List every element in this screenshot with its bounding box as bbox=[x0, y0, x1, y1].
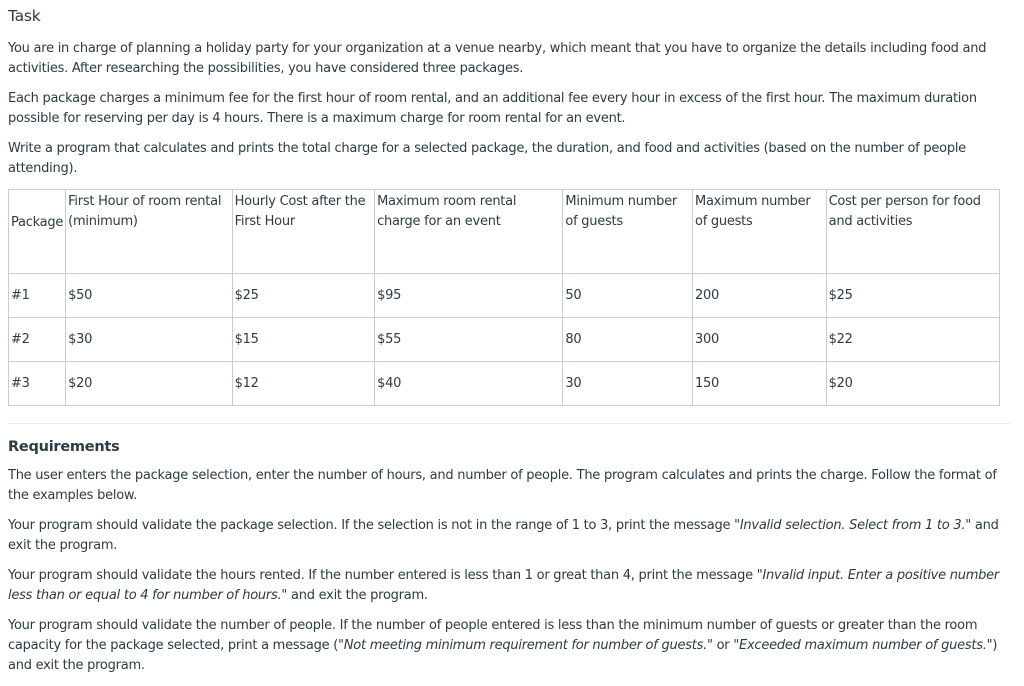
max-guests-message: Exceeded maximum number of guests. bbox=[739, 638, 987, 653]
cell-min-guests: 50 bbox=[563, 274, 693, 318]
header-cost-per-person: Cost per person for food and activities bbox=[826, 190, 999, 274]
requirements-hours-validation: Your program should validate the hours rented. If the number entered is less than 1 or great than 4, print the message "Invalid input. Enter a positive number less than or equal to 4 for number of hours." and exit the program. bbox=[8, 568, 999, 603]
requirements-package-validation: Your program should validate the package selection. If the selection is not in the range of 1 to 3, print the message "Invalid selection. Select from 1 to 3." and exit the program. bbox=[8, 518, 999, 553]
task-intro-paragraph: You are in charge of planning a holiday party for your organization at a venue nearby, which meant that you have to organize the details including food and activities. After researching the possibilities, you have considered three packages. bbox=[8, 41, 987, 76]
cell-max-rental: $40 bbox=[375, 362, 563, 406]
cell-max-guests: 150 bbox=[693, 362, 827, 406]
requirements-input-paragraph: The user enters the package selection, enter the number of hours, and number of people. The program calculates and prints the charge. Follow the format of the examples below. bbox=[8, 468, 997, 503]
header-hourly-cost: Hourly Cost after the First Hour bbox=[232, 190, 374, 274]
header-package: Package bbox=[9, 190, 66, 274]
invalid-selection-message: Invalid selection. Select from 1 to 3. bbox=[739, 518, 966, 533]
header-min-guests: Minimum number of guests bbox=[563, 190, 693, 274]
cell-max-rental: $95 bbox=[375, 274, 563, 318]
document bbox=[8, 6, 1010, 686]
task-heading: Task bbox=[8, 7, 41, 25]
cell-first-hour: $30 bbox=[66, 318, 232, 362]
task-pricing-paragraph: Each package charges a minimum fee for the first hour of room rental, and an additional fee every hour in excess of the first hour. The maximum duration possible for reserving per day is 4 hours. There is a maximum charge for room rental for an event. bbox=[8, 91, 977, 126]
cell-package: #1 bbox=[9, 274, 66, 318]
task-instruction-paragraph: Write a program that calculates and prints the total charge for a selected package, the duration, and food and activities (based on the number of people attending). bbox=[8, 141, 966, 176]
cell-first-hour: $50 bbox=[66, 274, 232, 318]
table-row bbox=[9, 274, 1000, 318]
requirements-people-validation: Your program should validate the number of people. If the number of people entered is less than the minimum number of guests or greater than the room capacity for the package selected, print a message ("Not meeting minimum requirement for number of guests." or "Exceeded maximum number of guests.") and exit the program. bbox=[8, 618, 998, 673]
invalid-hours-message: Invalid input. Enter a positive number less than or equal to 4 for number of hours. bbox=[8, 568, 999, 603]
requirements-section bbox=[8, 438, 1010, 676]
table-row bbox=[9, 362, 1000, 406]
section-divider bbox=[8, 423, 1010, 424]
packages-table bbox=[8, 189, 1000, 406]
cell-max-guests: 300 bbox=[693, 318, 827, 362]
cell-hourly-cost: $25 bbox=[232, 274, 374, 318]
cell-package: #3 bbox=[9, 362, 66, 406]
min-guests-message: Not meeting minimum requirement for number of guests. bbox=[343, 638, 707, 653]
cell-cost-per-person: $20 bbox=[826, 362, 999, 406]
cell-cost-per-person: $25 bbox=[826, 274, 999, 318]
table-header-row bbox=[9, 190, 1000, 274]
header-max-rental-charge: Maximum room rental charge for an event bbox=[375, 190, 563, 274]
cell-hourly-cost: $15 bbox=[232, 318, 374, 362]
cell-min-guests: 30 bbox=[563, 362, 693, 406]
cell-min-guests: 80 bbox=[563, 318, 693, 362]
cell-max-guests: 200 bbox=[693, 274, 827, 318]
header-first-hour: First Hour of room rental (minimum) bbox=[66, 190, 232, 274]
cell-package: #2 bbox=[9, 318, 66, 362]
header-max-guests: Maximum number of guests bbox=[693, 190, 827, 274]
cell-first-hour: $20 bbox=[66, 362, 232, 406]
cell-hourly-cost: $12 bbox=[232, 362, 374, 406]
table-row bbox=[9, 318, 1000, 362]
cell-max-rental: $55 bbox=[375, 318, 563, 362]
requirements-heading: Requirements bbox=[8, 439, 120, 455]
cell-cost-per-person: $22 bbox=[826, 318, 999, 362]
